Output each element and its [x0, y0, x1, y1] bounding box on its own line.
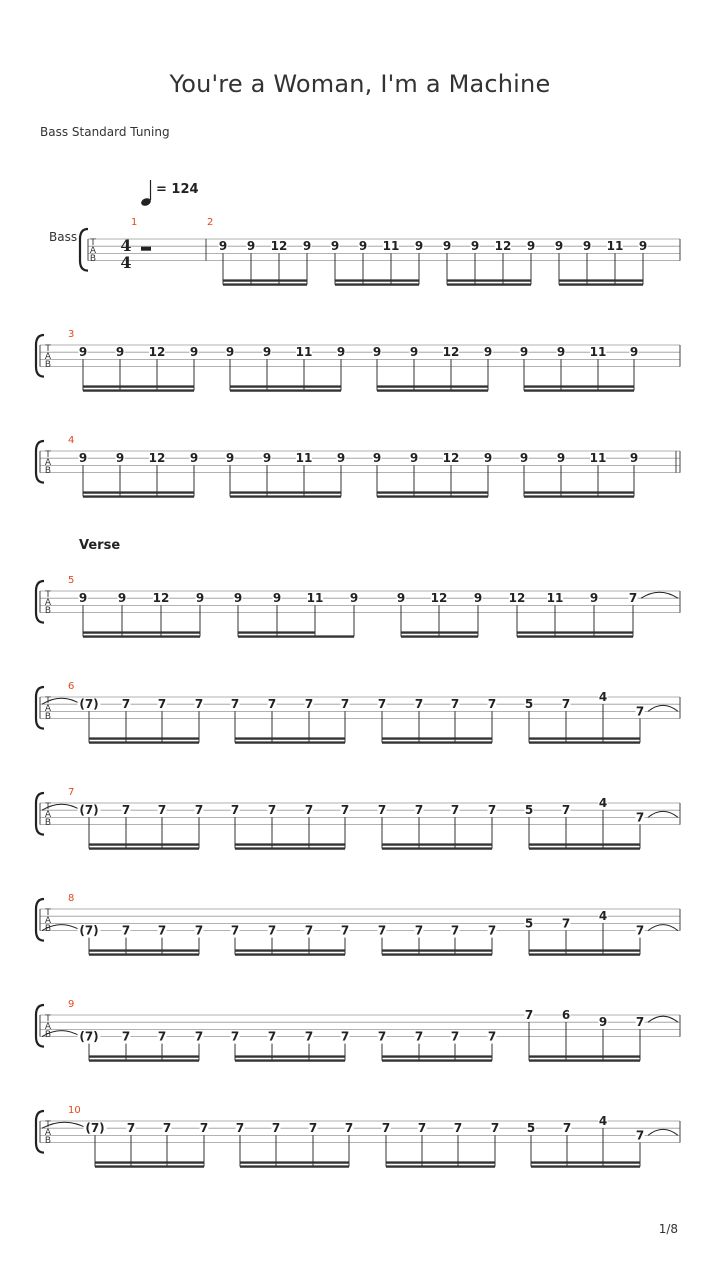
fret-number: 9 [372, 451, 382, 466]
fret-number: 7 [377, 923, 387, 938]
time-signature-top: 4 [120, 236, 132, 255]
fret-number: 7 [450, 1029, 460, 1044]
fret-number: 9 [78, 345, 88, 360]
fret-number: 9 [189, 451, 199, 466]
tie-out [648, 811, 678, 817]
tab-clef-letter: B [44, 712, 52, 722]
fret-number: 7 [487, 803, 497, 818]
tab-clef-letter: T [45, 1014, 51, 1024]
fret-number: 9 [442, 239, 452, 254]
fret-number: 7 [304, 803, 314, 818]
tie-out [648, 925, 678, 931]
bar-number: 6 [68, 681, 75, 692]
fret-number: 7 [157, 803, 167, 818]
fret-number: 9 [554, 239, 564, 254]
fret-number: 5 [524, 803, 534, 818]
fret-number: 11 [295, 345, 313, 360]
fret-number: 9 [78, 451, 88, 466]
fret-number: 7 [267, 1029, 277, 1044]
tempo-marking: = 124 [156, 182, 199, 197]
fret-number: 9 [409, 345, 419, 360]
fret-number: 7 [490, 1121, 500, 1136]
system-bracket [80, 229, 88, 271]
tie-out [641, 592, 678, 598]
fret-number: (7) [79, 697, 99, 712]
fret-number: 9 [629, 345, 639, 360]
page-number: 1/8 [658, 1222, 678, 1236]
fret-number: 7 [121, 803, 131, 818]
fret-number: 9 [372, 345, 382, 360]
tab-clef-letter: T [45, 344, 51, 354]
fret-number: 9 [218, 239, 228, 254]
tab-clef-letter: A [44, 458, 52, 468]
fret-number: 7 [635, 1015, 645, 1030]
tab-clef-letter: T [45, 590, 51, 600]
fret-number: 7 [230, 803, 240, 818]
fret-number: 4 [598, 796, 608, 810]
fret-number: 7 [414, 1029, 424, 1044]
tie-out [648, 1016, 678, 1022]
fret-number: 9 [396, 591, 406, 606]
fret-number: 6 [561, 1008, 571, 1022]
fret-number: (7) [79, 1029, 99, 1044]
tab-clef-letter: A [44, 704, 52, 714]
fret-number: 7 [340, 1029, 350, 1044]
tab-clef-letter: A [44, 916, 52, 926]
fret-number: 7 [162, 1121, 172, 1136]
fret-number: 12 [430, 591, 448, 606]
fret-number: 12 [152, 591, 170, 606]
fret-number: 9 [262, 345, 272, 360]
fret-number: 12 [148, 451, 166, 466]
fret-number: 7 [487, 923, 497, 938]
fret-number: 9 [556, 451, 566, 466]
fret-number: 9 [483, 345, 493, 360]
fret-number: 7 [267, 697, 277, 712]
tab-clef-letter: B [44, 924, 52, 934]
fret-number: 11 [295, 451, 313, 466]
bar-number: 10 [68, 1105, 81, 1116]
fret-number: 9 [117, 591, 127, 606]
fret-number: 7 [308, 1121, 318, 1136]
fret-number: 7 [487, 697, 497, 712]
fret-number: 11 [306, 591, 324, 606]
fret-number: 11 [546, 591, 564, 606]
fret-number: 7 [235, 1121, 245, 1136]
bar-number: 1 [131, 217, 138, 228]
fret-number: 9 [272, 591, 282, 606]
fret-number: 7 [121, 1029, 131, 1044]
bar-number: 5 [68, 575, 75, 586]
tie-out [648, 1129, 678, 1135]
fret-number: 11 [382, 239, 400, 254]
fret-number: 7 [417, 1121, 427, 1136]
fret-number: 9 [358, 239, 368, 254]
fret-number: 12 [494, 239, 512, 254]
bar-number: 3 [68, 329, 75, 340]
fret-number: 11 [606, 239, 624, 254]
fret-number: 7 [230, 697, 240, 712]
fret-number: 7 [157, 923, 167, 938]
fret-number: 9 [473, 591, 483, 606]
tab-clef-letter: A [44, 598, 52, 608]
tab-clef-letter: B [44, 1030, 52, 1040]
fret-number: 12 [442, 345, 460, 360]
tab-clef-letter: B [44, 360, 52, 370]
fret-number: 5 [524, 916, 534, 931]
fret-number: 7 [414, 697, 424, 712]
fret-number: 7 [121, 923, 131, 938]
fret-number: 9 [589, 591, 599, 606]
fret-number: 9 [582, 239, 592, 254]
fret-number: 9 [262, 451, 272, 466]
fret-number: 9 [638, 239, 648, 254]
fret-number: 7 [194, 923, 204, 938]
fret-number: 12 [148, 345, 166, 360]
fret-number: 9 [78, 591, 88, 606]
fret-number: 9 [598, 1015, 608, 1030]
fret-number: 7 [450, 923, 460, 938]
fret-number: 7 [628, 591, 638, 606]
fret-number: 7 [340, 697, 350, 712]
bar-number: 4 [68, 435, 75, 446]
fret-number: 11 [589, 345, 607, 360]
fret-number: 11 [589, 451, 607, 466]
fret-number: 7 [487, 1029, 497, 1044]
fret-number: 7 [562, 1121, 572, 1136]
fret-number: 5 [524, 697, 534, 712]
bar-number: 9 [68, 999, 75, 1010]
fret-number: 9 [225, 345, 235, 360]
fret-number: 4 [598, 909, 608, 924]
fret-number: 9 [483, 451, 493, 466]
fret-number: 7 [635, 704, 645, 719]
fret-number: 7 [340, 923, 350, 938]
fret-number: 9 [519, 345, 529, 360]
bar-number: 2 [207, 217, 214, 228]
fret-number: 7 [271, 1121, 281, 1136]
bar-number: 7 [68, 787, 75, 798]
tab-clef-letter: A [44, 352, 52, 362]
tab-clef-letter: A [44, 1022, 52, 1032]
tab-clef-letter: T [45, 802, 51, 812]
fret-number: 7 [524, 1008, 534, 1022]
fret-number: (7) [79, 923, 99, 938]
tab-clef-letter: B [89, 254, 97, 264]
tab-clef-letter: T [45, 696, 51, 706]
fret-number: 7 [304, 1029, 314, 1044]
song-title: You're a Woman, I'm a Machine [169, 70, 551, 98]
fret-number: 9 [526, 239, 536, 254]
fret-number: 9 [302, 239, 312, 254]
fret-number: 7 [377, 803, 387, 818]
tab-clef-letter: T [45, 450, 51, 460]
fret-number: 9 [246, 239, 256, 254]
fret-number: 7 [635, 923, 645, 938]
fret-number: 7 [340, 803, 350, 818]
fret-number: 7 [267, 923, 277, 938]
fret-number: 9 [336, 345, 346, 360]
fret-number: 9 [233, 591, 243, 606]
fret-number: 7 [304, 697, 314, 712]
fret-number: 12 [442, 451, 460, 466]
fret-number: 7 [561, 916, 571, 931]
tab-clef-letter: A [44, 1128, 52, 1138]
fret-number: 7 [304, 923, 314, 938]
fret-number: 9 [519, 451, 529, 466]
time-signature-bottom: 4 [120, 253, 132, 272]
tab-clef-letter: B [44, 606, 52, 616]
fret-number: 7 [230, 1029, 240, 1044]
fret-number: 9 [189, 345, 199, 360]
fret-number: 9 [470, 239, 480, 254]
fret-number: 12 [270, 239, 288, 254]
fret-number: 9 [195, 591, 205, 606]
fret-number: 7 [561, 697, 571, 712]
fret-number: 7 [414, 923, 424, 938]
section-marker: Verse [79, 538, 121, 553]
tab-clef-letter: T [45, 1120, 51, 1130]
half-rest [141, 247, 151, 251]
fret-number: 7 [377, 1029, 387, 1044]
fret-number: 7 [344, 1121, 354, 1136]
fret-number: 7 [635, 1128, 645, 1143]
fret-number: 7 [635, 810, 645, 825]
fret-number: 7 [157, 1029, 167, 1044]
fret-number: 7 [561, 803, 571, 818]
fret-number: 4 [598, 690, 608, 704]
tab-clef-letter: B [44, 466, 52, 476]
fret-number: 5 [526, 1121, 536, 1136]
tab-clef-letter: T [45, 908, 51, 918]
fret-number: 7 [450, 697, 460, 712]
fret-number: (7) [85, 1121, 105, 1136]
tab-clef-letter: T [90, 238, 96, 248]
fret-number: 12 [508, 591, 526, 606]
fret-number: 9 [629, 451, 639, 466]
bar-number: 8 [68, 893, 75, 904]
fret-number: 9 [115, 451, 125, 466]
fret-number: 4 [598, 1114, 608, 1128]
fret-number: 7 [121, 697, 131, 712]
tab-clef-letter: B [44, 1136, 52, 1146]
fret-number: 7 [194, 697, 204, 712]
fret-number: 9 [115, 345, 125, 360]
tab-clef-letter: A [89, 246, 97, 256]
instrument-name: Bass [49, 230, 78, 244]
tab-clef-letter: A [44, 810, 52, 820]
fret-number: (7) [79, 803, 99, 818]
fret-number: 7 [453, 1121, 463, 1136]
fret-number: 9 [330, 239, 340, 254]
fret-number: 7 [230, 923, 240, 938]
fret-number: 7 [267, 803, 277, 818]
fret-number: 9 [556, 345, 566, 360]
fret-number: 9 [414, 239, 424, 254]
fret-number: 9 [409, 451, 419, 466]
tab-clef-letter: B [44, 818, 52, 828]
fret-number: 7 [414, 803, 424, 818]
fret-number: 7 [126, 1121, 136, 1136]
fret-number: 9 [225, 451, 235, 466]
tuning-label: Bass Standard Tuning [40, 125, 170, 139]
fret-number: 7 [157, 697, 167, 712]
fret-number: 7 [377, 697, 387, 712]
fret-number: 7 [199, 1121, 209, 1136]
fret-number: 7 [194, 1029, 204, 1044]
fret-number: 9 [336, 451, 346, 466]
fret-number: 7 [450, 803, 460, 818]
fret-number: 9 [349, 591, 359, 606]
tie-out [648, 705, 678, 711]
fret-number: 7 [194, 803, 204, 818]
fret-number: 7 [381, 1121, 391, 1136]
